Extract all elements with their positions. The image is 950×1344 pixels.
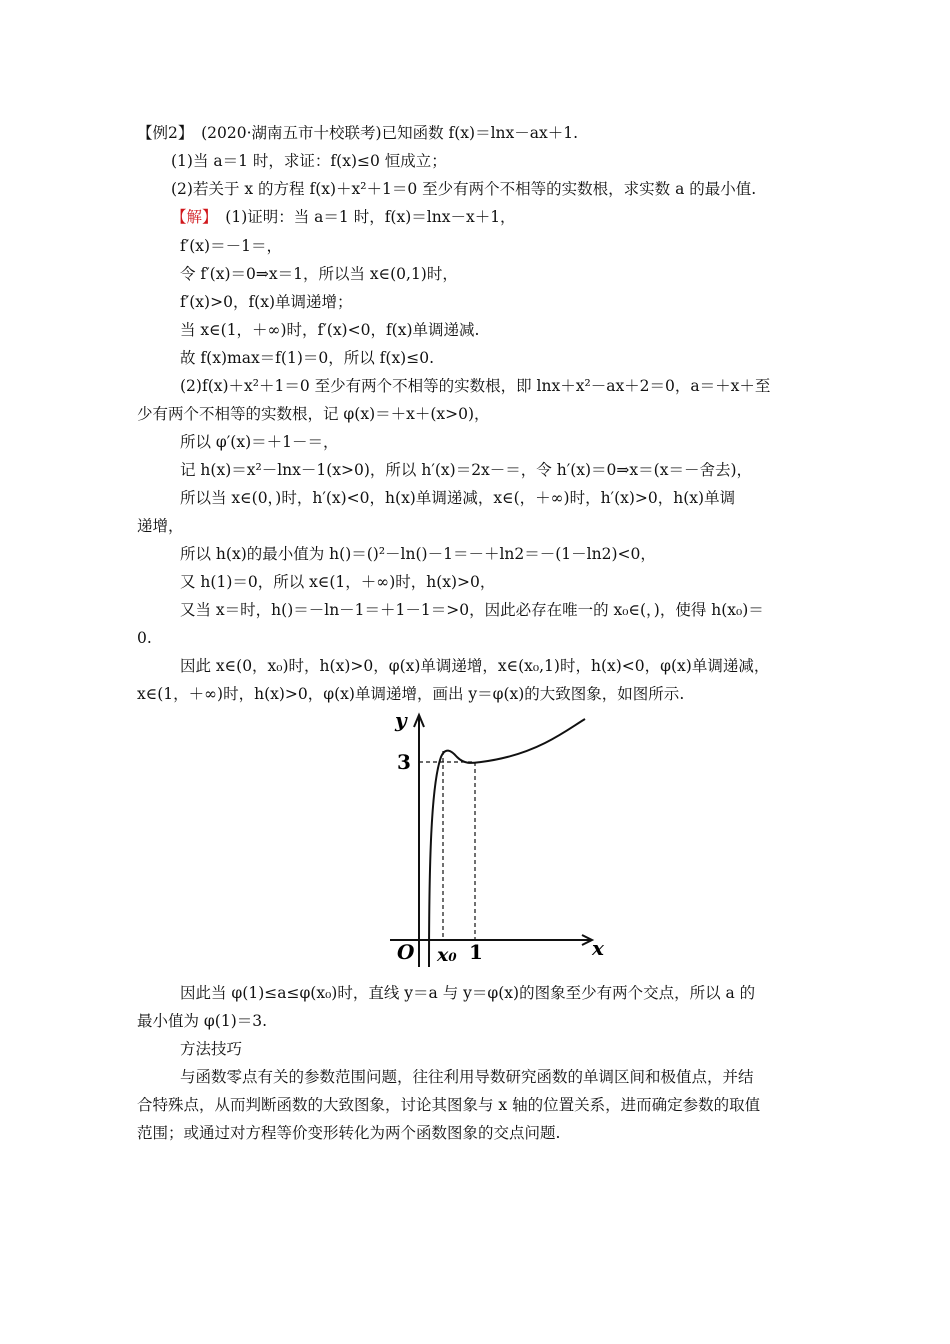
- origin-label: O: [397, 940, 415, 964]
- part-2: (2)若关于 x 的方程 f(x)＋x²＋1＝0 至少有两个不相等的实数根，求实数 a 的最小值.: [171, 180, 757, 198]
- solution-text: (1)证明：当 a＝1 时，f(x)＝lnx－x＋1，: [225, 208, 516, 226]
- text-line: 所以当 x∈(0，)时，h′(x)<0，h(x)单调递减，x∈(，＋∞)时，h′(x)>0，h(x)单调: [180, 489, 736, 507]
- solution-line: [171, 206, 811, 228]
- example-title: 【例2】 (2020·湖南五市十校联考)已知函数 f(x)＝lnx－ax＋1.: [137, 124, 579, 142]
- text-line: 因此 x∈(0，x₀)时，h(x)>0，φ(x)单调递增，x∈(x₀,1)时，h(x)<0，φ(x)单调递减，: [180, 657, 770, 675]
- text-line: 令 f′(x)＝0⇒x＝1，所以当 x∈(0,1)时，: [180, 265, 458, 283]
- y-axis-label: y: [395, 708, 407, 732]
- text-line: 记 h(x)＝x²－lnx－1(x>0)，所以 h′(x)＝2x－＝，令 h′(x)＝0⇒x＝(x＝－舍去)，: [180, 461, 752, 479]
- phi-curve: [429, 719, 585, 967]
- text-line: x∈(1，＋∞)时，h(x)>0，φ(x)单调递增，画出 y＝φ(x)的大致图象，如图所示.: [137, 685, 685, 703]
- tick-label-3: 3: [397, 750, 411, 774]
- text-line: 因此当 φ(1)≤a≤φ(x₀)时，直线 y＝a 与 y＝φ(x)的图象至少有两个交点，所以 a 的: [180, 984, 756, 1002]
- text-line: 合特殊点，从而判断函数的大致图象，讨论其图象与 x 轴的位置关系，进而确定参数的取值: [137, 1096, 761, 1114]
- text-line: 所以 h(x)的最小值为 h()＝()²－ln()－1＝－＋ln2＝－(1－ln2)<0，: [180, 545, 656, 563]
- text-line: 范围；或通过对方程等价变形转化为两个函数图象的交点问题.: [137, 1124, 561, 1142]
- text-line: 与函数零点有关的参数范围问题，往往利用导数研究函数的单调区间和极值点，并结: [180, 1068, 754, 1086]
- tick-label-1: 1: [469, 940, 483, 964]
- text-line: 所以 φ′(x)＝＋1－＝，: [180, 433, 339, 451]
- text-line: 又当 x＝时，h()＝－ln－1＝＋1－1＝>0，因此必存在唯一的 x₀∈(，)，使得 h(x₀)＝: [180, 601, 764, 619]
- text-line: 当 x∈(1，＋∞)时，f′(x)<0，f(x)单调递减.: [180, 321, 480, 339]
- example-header: [137, 122, 817, 144]
- x-axis-label: x: [592, 936, 604, 960]
- text-line: 故 f(x)max＝f(1)＝0，所以 f(x)≤0.: [180, 349, 435, 367]
- text-line: 又 h(1)＝0，所以 x∈(1，＋∞)时，h(x)>0，: [180, 573, 496, 591]
- part-1: (1)当 a＝1 时，求证：f(x)≤0 恒成立；: [171, 152, 447, 170]
- text-line: (2)f(x)＋x²＋1＝0 至少有两个不相等的实数根，即 lnx＋x²－ax＋2＝0，a＝＋x＋至: [180, 377, 771, 395]
- text-line: f′(x)＝－1＝，: [180, 237, 282, 255]
- text-line: 少有两个不相等的实数根，记 φ(x)＝＋x＋(x>0)，: [137, 405, 490, 423]
- tick-label-x0: x₀: [437, 944, 457, 966]
- method-heading: 方法技巧: [180, 1040, 243, 1058]
- function-graph: [385, 705, 615, 970]
- text-line: 递增，: [137, 517, 184, 535]
- solution-label: 【解】: [171, 208, 210, 226]
- text-line: 0.: [137, 629, 152, 647]
- text-line: f′(x)>0，f(x)单调递增；: [180, 293, 353, 311]
- text-line: 最小值为 φ(1)＝3.: [137, 1012, 268, 1030]
